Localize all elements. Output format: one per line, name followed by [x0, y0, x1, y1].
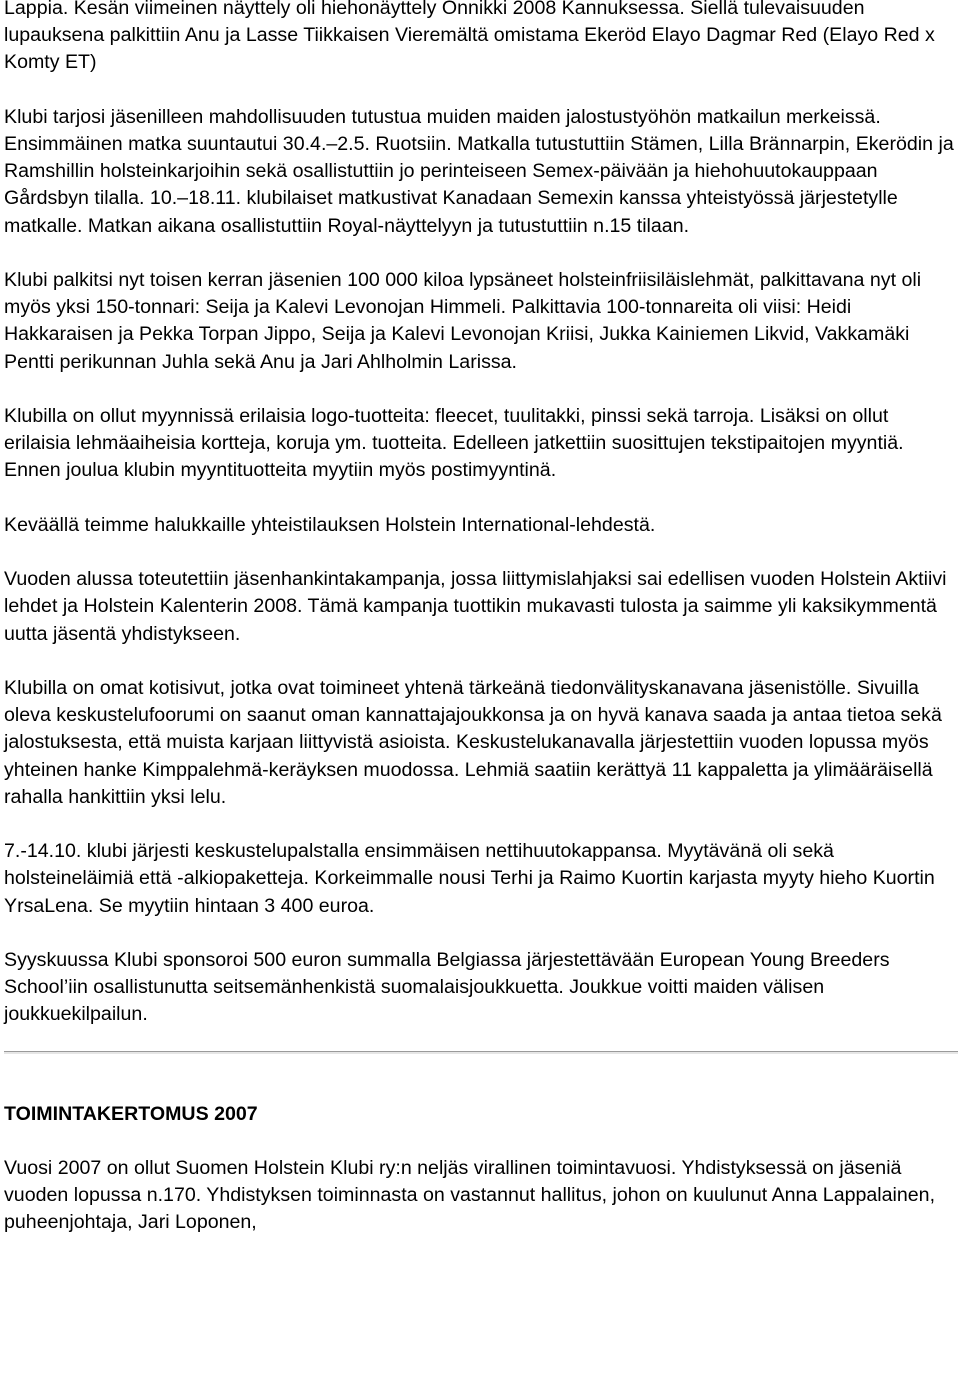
- paragraph-logo-products: Klubilla on ollut myynnissä erilaisia logo-tuotteita: fleecet, tuulitakki, pinssi sekä tarroja. Lisäksi on ollut erilaisia lehmäaiheisia kortteja, koruja ym. tuotteita. Edelleen jatkettiin suosittujen tekstipaitojen myyntiä. Ennen joulua klubin myyntituotteita myytiin myös postimyyntinä.: [4, 405, 904, 482]
- document-page: [4, 0, 956, 1237]
- section-heading: TOIMINTAKERTOMUS 2007: [4, 1102, 258, 1125]
- paragraph-onnikki-show: Lappia. Kesän viimeinen näyttely oli hiehonäyttely Onnikki 2008 Kannuksessa. Siellä tulevaisuuden lupauksena palkittiin Anu ja Lasse Tiikkaisen Vieremältä omistama Ekeröd Elayo Dagmar Red (Elayo Red x Komty ET): [4, 0, 935, 74]
- paragraph-study-trips: Klubi tarjosi jäsenilleen mahdollisuuden tutustua muiden maiden jalostustyöhön matkailun merkeissä. Ensimmäinen matka suuntautui 30.4.–2.5. Ruotsiin. Matkalla tutustuttiin Stämen, Lilla Brännarpin, Ekerödin ja Ramshillin holsteinkarjoihin sekä osallistuttiin jo perinteiseen Semex-päivään ja hiehohuutokauppaan Gårdsbyn tilalla. 10.–18.11. klubilaiset matkustivat Kanadaan Semexin kanssa yhteistyössä järjestetylle matkalle. Matkan aikana osallistuttiin Royal-näyttelyyn ja tutustuttiin n.15 tilaan.: [4, 105, 954, 237]
- horizontal-divider: [4, 1051, 958, 1054]
- paragraph-online-auction: 7.-14.10. klubi järjesti keskustelupalstalla ensimmäisen nettihuutokappansa. Myytävänä oli sekä holsteineläimiä että -alkiopaketteja. Korkeimmalle nousi Terhi ja Raimo Kuortin karjasta myyty hieho Kuortin YrsaLena. Se myytiin hintaan 3 400 euroa.: [4, 840, 935, 917]
- paragraph-100-tonne-cows: Klubi palkitsi nyt toisen kerran jäsenien 100 000 kiloa lypsäneet holsteinfriisiläislehmät, palkittavana nyt oli myös yksi 150-tonnari: Seija ja Kalevi Levonojan Himmeli. Palkittavia 100-tonnareita oli viisi: Heidi Hakkaraisen ja Pekka Torpan Jippo, Seija ja Kalevi Levonojan Kriisi, Jukka Kainiemen Likvid, Vakkamäki Pentti perikunnan Juhla sekä Anu ja Jari Ahlholmin Larissa.: [4, 269, 922, 373]
- paragraph-holstein-international: Keväällä teimme halukkaille yhteistilauksen Holstein International-lehdestä.: [4, 513, 656, 536]
- paragraph-website: Klubilla on omat kotisivut, jotka ovat toimineet yhtenä tärkeänä tiedonvälityskanavana jäsenistölle. Sivuilla oleva keskustelufoorumi on saanut oman kannattajajoukkonsa ja on hyvä kanava saada ja antaa tietoa sekä jalostuksesta, että muista karjaan liittyvistä asioista. Keskustelukanavalla järjestettiin vuoden lopussa myös yhteinen hanke Kimppalehmä-keräyksen muodossa. Lehmiä saatiin kerättyä 11 kappaletta ja ylimääräisellä rahalla hankittiin yksi lelu.: [4, 676, 942, 808]
- paragraph-membership-campaign: Vuoden alussa toteutettiin jäsenhankintakampanja, jossa liittymislahjaksi sai edellisen vuoden Holstein Aktiivi lehdet ja Holstein Kalenterin 2008. Tämä kampanja tuottikin mukavasti tulosta ja saimme yli kaksikymmentä uutta jäsentä yhdistykseen.: [4, 568, 947, 645]
- paragraph-young-breeders-school: Syyskuussa Klubi sponsoroi 500 euron summalla Belgiassa järjestettävään European Young Breeders School’iin osallistunutta seitsemänhenkistä suomalaisjoukkuetta. Joukkue voitti maiden välisen joukkuekilpailun.: [4, 948, 890, 1026]
- paragraph-annual-report-intro: Vuosi 2007 on ollut Suomen Holstein Klubi ry:n neljäs virallinen toimintavuosi. Yhdistyksessä on jäseniä vuoden lopussa n.170. Yhdistyksen toiminnasta on vastannut hallitus, johon on kuulunut Anna Lappalainen, puheenjohtaja, Jari Loponen,: [4, 1156, 936, 1234]
